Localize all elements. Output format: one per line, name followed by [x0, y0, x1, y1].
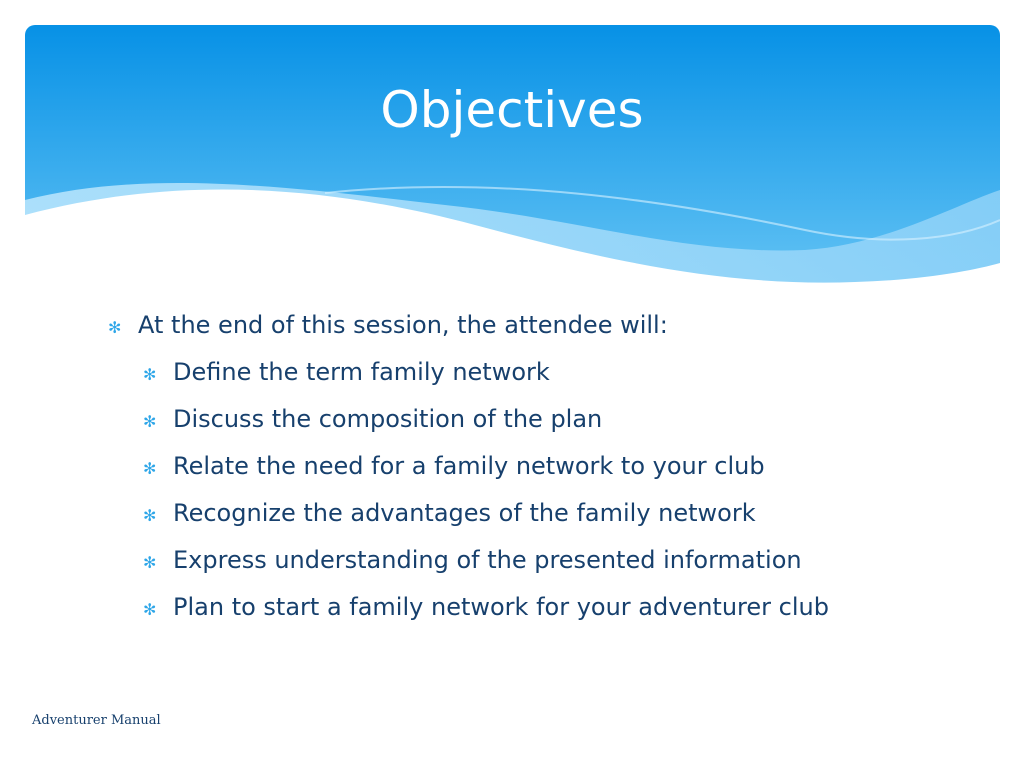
bullet-text: Express understanding of the presented information: [173, 546, 802, 574]
asterisk-bullet-icon: ✻: [143, 600, 157, 619]
bullet-list: [108, 303, 988, 632]
slide-title: Objectives: [380, 81, 644, 139]
asterisk-bullet-icon: ✻: [143, 506, 157, 525]
bullet-text: At the end of this session, the attendee will:: [138, 311, 668, 339]
sub-bullet-item: [143, 350, 988, 397]
bullet-text: Discuss the composition of the plan: [173, 405, 603, 433]
bullet-text: Relate the need for a family network to your club: [173, 452, 765, 480]
asterisk-bullet-icon: ✻: [143, 459, 157, 478]
asterisk-bullet-icon: ✻: [143, 412, 157, 431]
sub-bullet-item: [143, 585, 988, 632]
bullet-text: Plan to start a family network for your adventurer club: [173, 593, 829, 621]
header-banner: [25, 25, 1000, 285]
sub-bullet-item: [143, 491, 988, 538]
asterisk-bullet-icon: ✻: [143, 553, 157, 572]
sub-bullet-item: [143, 444, 988, 491]
sub-bullet-item: [143, 538, 988, 585]
bullet-text: Recognize the advantages of the family network: [173, 499, 756, 527]
bullet-item: [108, 303, 988, 350]
asterisk-bullet-icon: ✻: [108, 318, 122, 337]
wave-banner-graphic: [25, 25, 1000, 285]
bullet-text: Define the term family network: [173, 358, 550, 386]
asterisk-bullet-icon: ✻: [143, 365, 157, 384]
footer-text: Adventurer Manual: [32, 713, 161, 728]
sub-bullet-item: [143, 397, 988, 444]
